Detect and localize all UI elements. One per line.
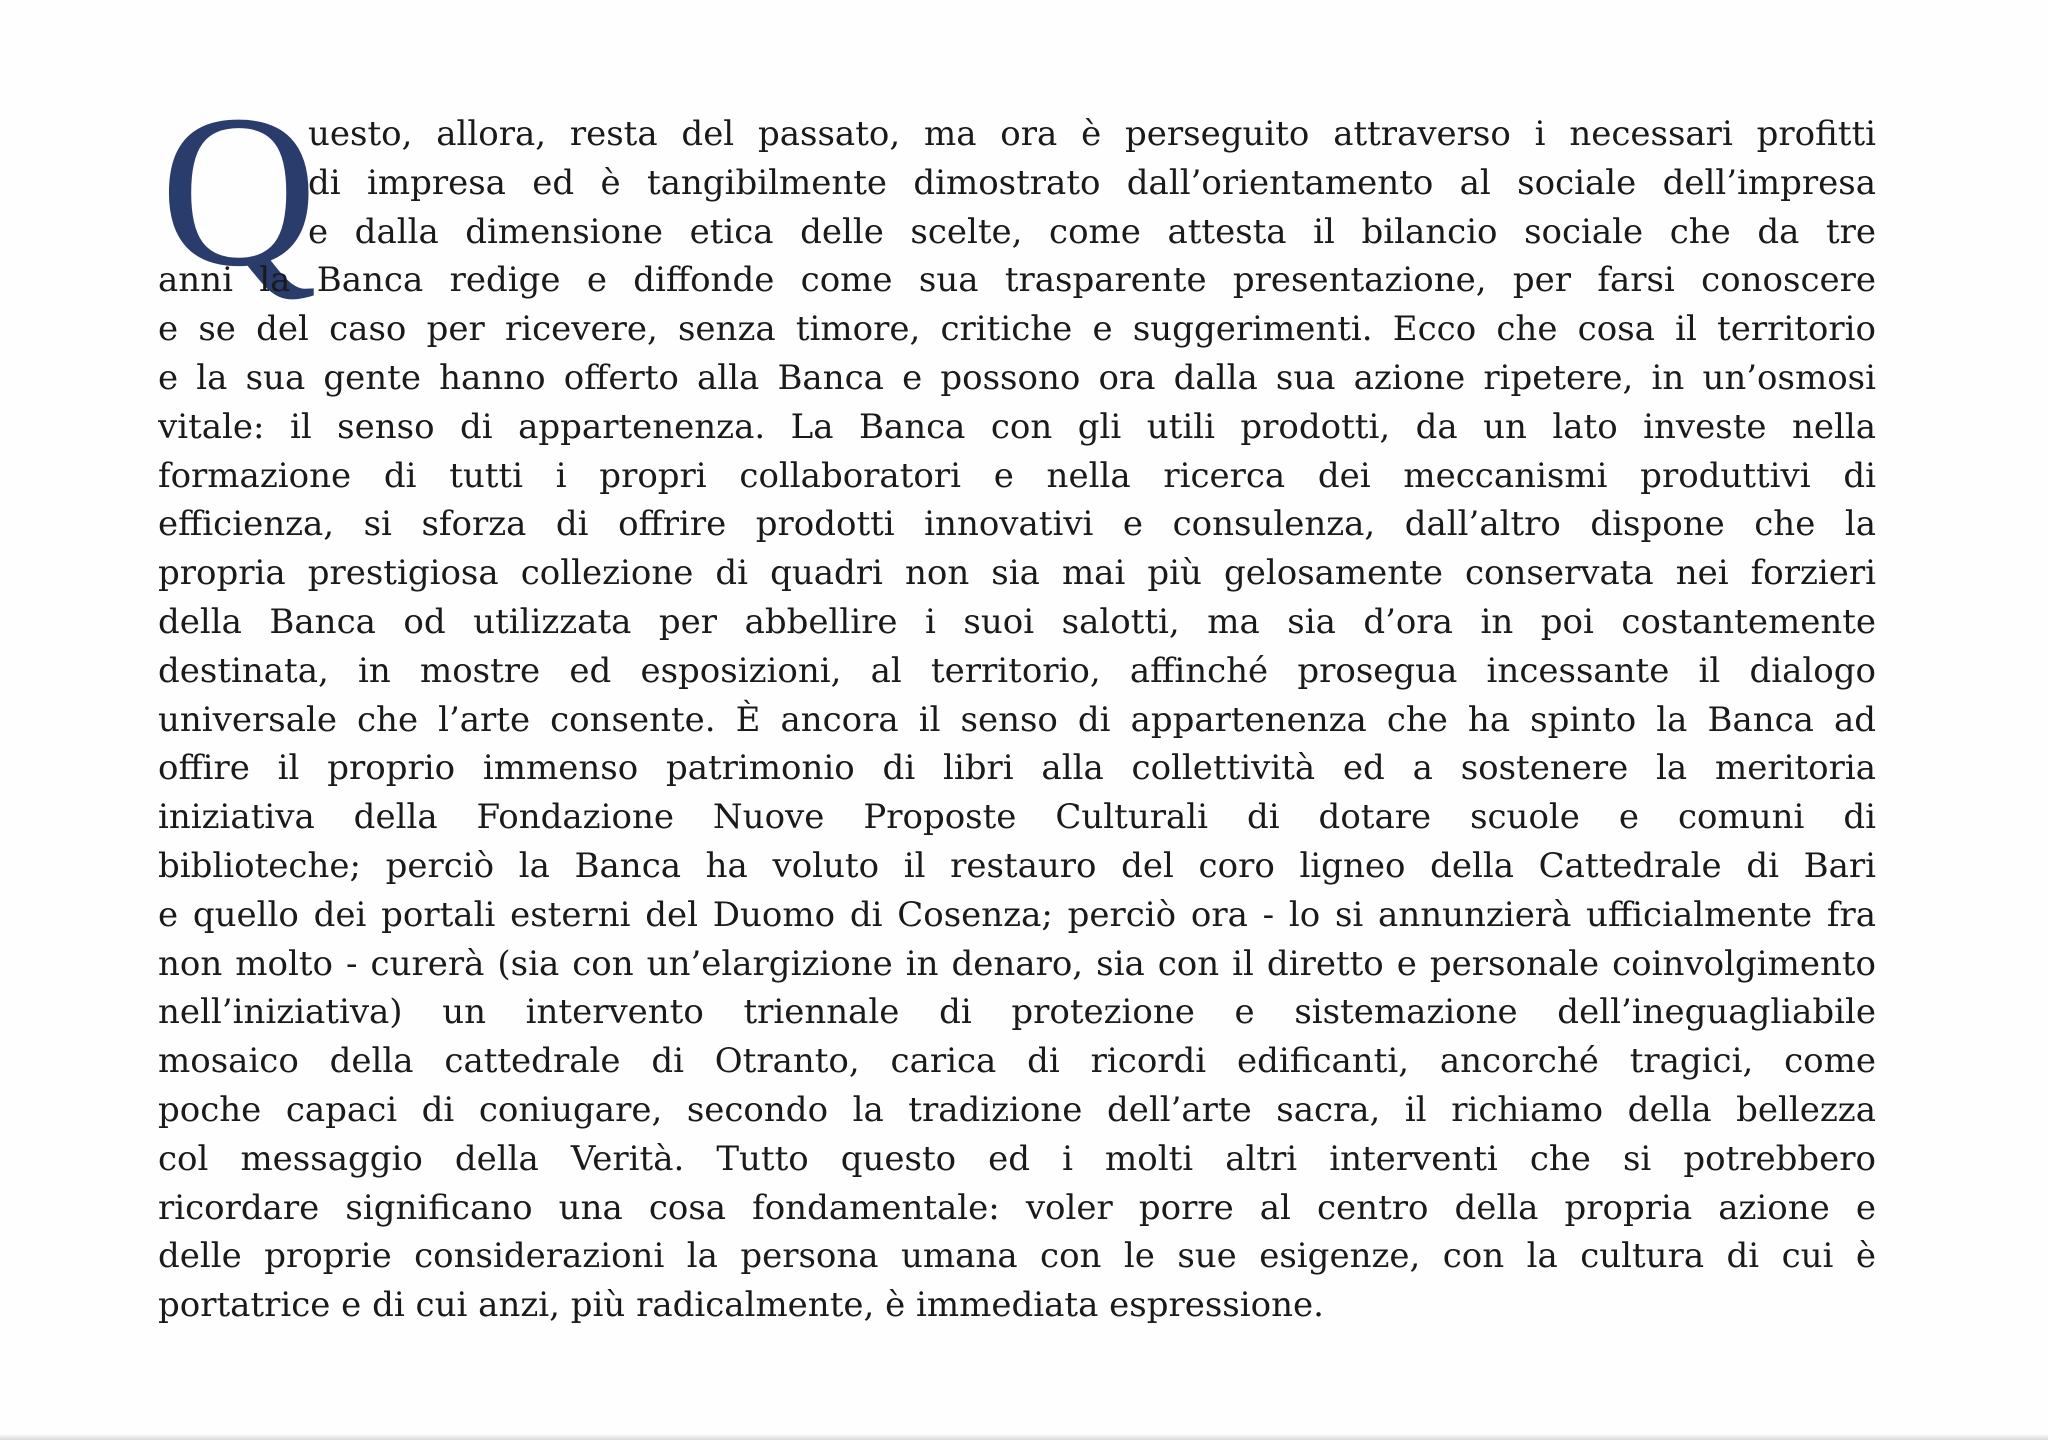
body-paragraph: [158, 110, 1876, 1330]
text-line: formazione di tutti i propri collaboratori e nella ricerca dei meccanismi produttivi di: [158, 455, 1876, 496]
text-line: delle proprie considerazioni la persona umana con le sue esigenze, con la cultura di cui è: [158, 1236, 1876, 1277]
text-line: anni la Banca redige e diffonde come sua trasparente presentazione, per farsi conoscere: [158, 260, 1876, 301]
text-line: di impresa ed è tangibilmente dimostrato dall’orientamento al sociale dell’impresa: [308, 162, 1876, 203]
text-line: nell’iniziativa) un intervento triennale di protezione e sistemazione dell’ineguagliabile: [158, 992, 1876, 1033]
text-line: non molto - curerà (sia con un’elargizione in denaro, sia con il diretto e personale coinvolgimento: [158, 943, 1876, 984]
text-line: offire il proprio immenso patrimonio di libri alla collettività ed a sostenere la meritoria: [158, 748, 1876, 789]
text-line: vitale: il senso di appartenenza. La Banca con gli utili prodotti, da un lato investe nella: [158, 406, 1876, 447]
text-line: biblioteche; perciò la Banca ha voluto il restauro del coro ligneo della Cattedrale di Bari: [158, 845, 1876, 886]
text-line: efficienza, si sforza di offrire prodotti innovativi e consulenza, dall’altro dispone che la: [158, 504, 1876, 545]
page-bottom-edge: [0, 1434, 2048, 1440]
text-line: propria prestigiosa collezione di quadri non sia mai più gelosamente conservata nei forzieri: [158, 553, 1876, 594]
text-line: iniziativa della Fondazione Nuove Proposte Culturali di dotare scuole e comuni di: [158, 797, 1876, 838]
text-line: poche capaci di coniugare, secondo la tradizione dell’arte sacra, il richiamo della bellezza: [158, 1089, 1876, 1130]
text-line: destinata, in mostre ed esposizioni, al territorio, affinché prosegua incessante il dialogo: [158, 650, 1876, 691]
text-line: e dalla dimensione etica delle scelte, come attesta il bilancio sociale che da tre: [308, 211, 1876, 252]
text-line: uesto, allora, resta del passato, ma ora è perseguito attraverso i necessari profitti: [308, 114, 1876, 154]
text-line: mosaico della cattedrale di Otranto, carica di ricordi edificanti, ancorché tragici, come: [158, 1041, 1876, 1082]
text-line: e se del caso per ricevere, senza timore, critiche e suggerimenti. Ecco che cosa il territorio: [158, 309, 1876, 350]
text-line: della Banca od utilizzata per abbellire i suoi salotti, ma sia d’ora in poi costantemente: [158, 601, 1876, 642]
text-line: portatrice e di cui anzi, più radicalmente, è immediata espressione.: [158, 1285, 1324, 1326]
text-line: ricordare significano una cosa fondamentale: voler porre al centro della propria azione e: [158, 1187, 1876, 1228]
drop-cap-letter: Q: [160, 71, 318, 312]
text-line: col messaggio della Verità. Tutto questo ed i molti altri interventi che si potrebbero: [158, 1138, 1876, 1179]
text-line: e la sua gente hanno offerto alla Banca e possono ora dalla sua azione ripetere, in un’osmosi: [158, 357, 1876, 398]
text-line: universale che l’arte consente. È ancora il senso di appartenenza che ha spinto la Banca ad: [158, 699, 1876, 740]
text-line: e quello dei portali esterni del Duomo di Cosenza; perciò ora - lo si annunzierà ufficialmente fra: [158, 894, 1876, 935]
